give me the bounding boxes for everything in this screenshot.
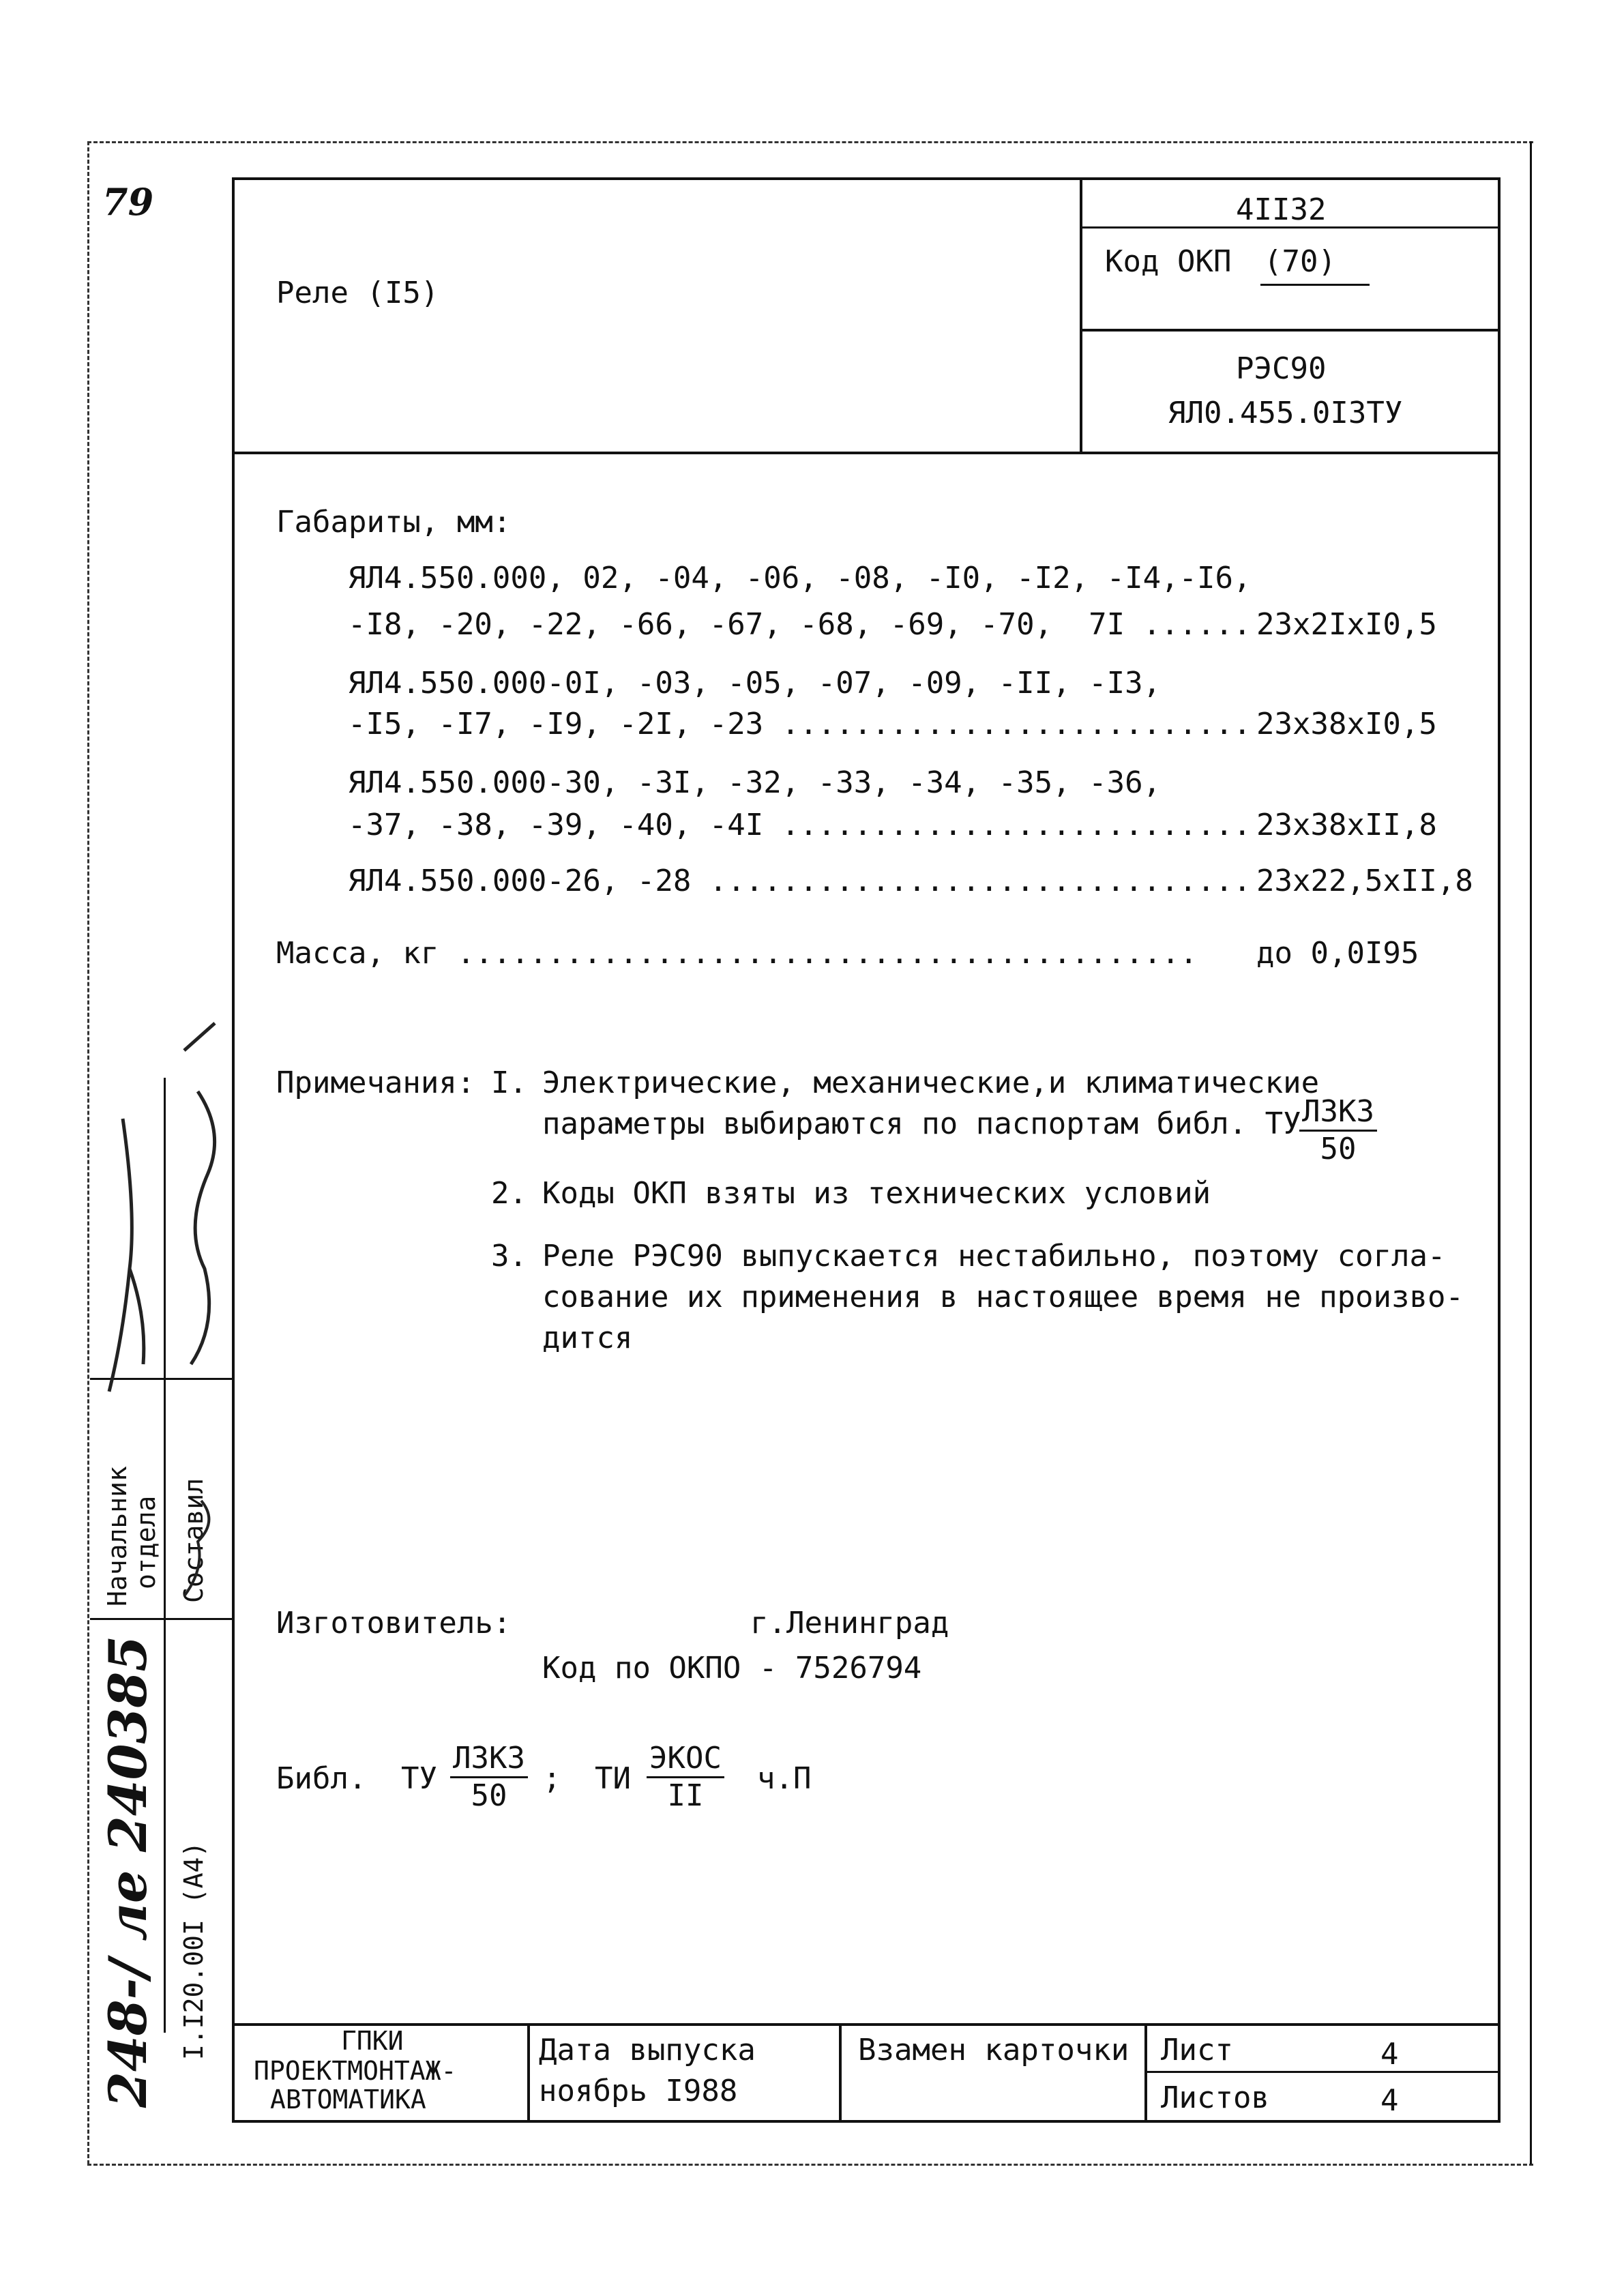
- sheet-label: Лист: [1161, 2033, 1233, 2067]
- main-frame-right: [1498, 177, 1501, 2123]
- org-line-1: ГПКИ: [341, 2026, 404, 2056]
- header-okp-line: [1080, 329, 1499, 332]
- issue-date-label: Дата выпуска: [539, 2033, 756, 2067]
- library-tu-den: 50: [471, 1778, 507, 1813]
- note-1-fraction: [1299, 1094, 1377, 1167]
- org-line-3: АВТОМАТИКА: [270, 2085, 426, 2115]
- dim-group-3-line2: -37, -38, -39, -40, -4I ..........................: [348, 808, 1252, 842]
- signature-author: [184, 1023, 215, 1364]
- okp-underline: [1260, 284, 1370, 286]
- footer-divider-2: [839, 2023, 842, 2120]
- relay-spec: ЯЛ0.455.0I3ТУ: [1168, 396, 1403, 430]
- head-of-department-label-1: Начальник: [102, 1466, 132, 1606]
- manufacturer-okpo: Код по ОКПО - 7526794: [542, 1651, 922, 1686]
- library-tu-num: ЛЗКЗ: [450, 1741, 528, 1778]
- library-tu-fraction: [450, 1741, 528, 1814]
- header-bottom-line: [232, 452, 1501, 454]
- footer-divider-1: [527, 2023, 530, 2120]
- dim-group-4-line1: ЯЛ4.550.000-26, -28 ..............................: [348, 864, 1252, 898]
- replace-card-label: Взамен карточки: [858, 2033, 1129, 2067]
- note-1-fraction-num: ЛЗКЗ: [1299, 1094, 1377, 1132]
- note-1-number: I.: [491, 1065, 527, 1100]
- main-frame-top: [232, 177, 1501, 180]
- dimensions-heading: Габариты, мм:: [276, 505, 512, 540]
- signature-registration: [184, 1501, 209, 1596]
- note-3-line1: Реле РЭС90 выпускается нестабильно, поэтому согла-: [542, 1239, 1446, 1274]
- issue-date-value: ноябрь I988: [539, 2074, 738, 2108]
- head-of-department-label-2: отдела: [131, 1495, 161, 1589]
- library-tu: ТУ: [401, 1761, 437, 1796]
- relay-type: РЭС90: [1236, 351, 1327, 386]
- library-ti-fraction: [647, 1741, 724, 1814]
- library-separator: ;: [543, 1761, 561, 1796]
- dim-group-2-line2: -I5, -I7, -I9, -2I, -23 ..........................: [348, 707, 1252, 741]
- note-2-number: 2.: [491, 1176, 527, 1211]
- main-frame-bottom: [232, 2120, 1501, 2123]
- handwritten-registration: 248-/ ле 240385: [98, 1635, 158, 2108]
- library-label: Библ.: [276, 1761, 367, 1796]
- dim-group-4-value: 23x22,5xII,8: [1256, 864, 1473, 898]
- note-1-fraction-den: 50: [1320, 1132, 1357, 1166]
- library-ti: ТИ: [595, 1761, 631, 1796]
- signatures: [82, 1010, 232, 1623]
- org-line-2: ПРОЕКТМОНТАЖ-: [254, 2056, 457, 2086]
- sheets-label: Листов: [1161, 2080, 1269, 2115]
- footer-top-line: [232, 2023, 1501, 2026]
- dim-group-3-value: 23x38xII,8: [1256, 808, 1437, 842]
- dim-group-1-line2: -I8, -20, -22, -66, -67, -68, -69, -70, 7I ......: [348, 607, 1252, 642]
- dim-group-1-line1: ЯЛ4.550.000, 02, -04, -06, -08, -I0, -I2, -I4,-I6,: [348, 561, 1252, 595]
- library-part: ч.П: [757, 1761, 812, 1796]
- note-3-number: 3.: [491, 1239, 527, 1274]
- footer-sheet-line: [1144, 2071, 1499, 2073]
- author-label: Составил: [179, 1477, 209, 1603]
- signature-head-of-department: [109, 1119, 144, 1392]
- manufacturer-label: Изготовитель:: [276, 1606, 512, 1640]
- mass-label: Масса, кг .........................................: [276, 936, 1198, 971]
- okp-label: Код ОКП: [1105, 244, 1232, 279]
- main-frame-left: [232, 177, 235, 2123]
- form-code: I.I20.00I (A4): [179, 1841, 209, 2060]
- library-ti-den: II: [667, 1778, 704, 1813]
- outer-frame-top: [87, 141, 1533, 143]
- outer-frame-right: [1530, 141, 1532, 2164]
- mass-value: до 0,0I95: [1256, 936, 1419, 971]
- note-3-line3: дится: [542, 1321, 633, 1355]
- code-group: 4II32: [1236, 192, 1327, 227]
- dim-group-3-line1: ЯЛ4.550.000-30, -3I, -32, -33, -34, -35, -36,: [348, 765, 1162, 800]
- note-1-line2: параметры выбираются по паспортам библ. ТУ: [542, 1106, 1301, 1141]
- header-divider: [1080, 177, 1082, 453]
- note-3-line2: сование их применения в настоящее время не произво-: [542, 1280, 1464, 1314]
- library-ti-num: ЭКОС: [647, 1741, 724, 1778]
- manufacturer-city: г.Ленинград: [750, 1606, 949, 1640]
- note-2-text: Коды ОКП взяты из технических условий: [542, 1176, 1211, 1211]
- note-1-line1: Электрические, механические,и климатические: [542, 1065, 1320, 1100]
- sheet-value: 4: [1380, 2037, 1399, 2072]
- dim-group-2-line1: ЯЛ4.550.000-0I, -03, -05, -07, -09, -II, -I3,: [348, 666, 1162, 701]
- okp-value: (70): [1264, 244, 1336, 279]
- outer-frame-bottom: [87, 2164, 1533, 2166]
- page-number: 79: [102, 180, 154, 224]
- sheets-value: 4: [1380, 2083, 1399, 2118]
- notes-label: Примечания:: [276, 1065, 475, 1100]
- dim-group-1-value: 23x2IxI0,5: [1256, 607, 1437, 642]
- dim-group-2-value: 23x38xI0,5: [1256, 707, 1437, 741]
- page-title: Реле (I5): [276, 276, 439, 310]
